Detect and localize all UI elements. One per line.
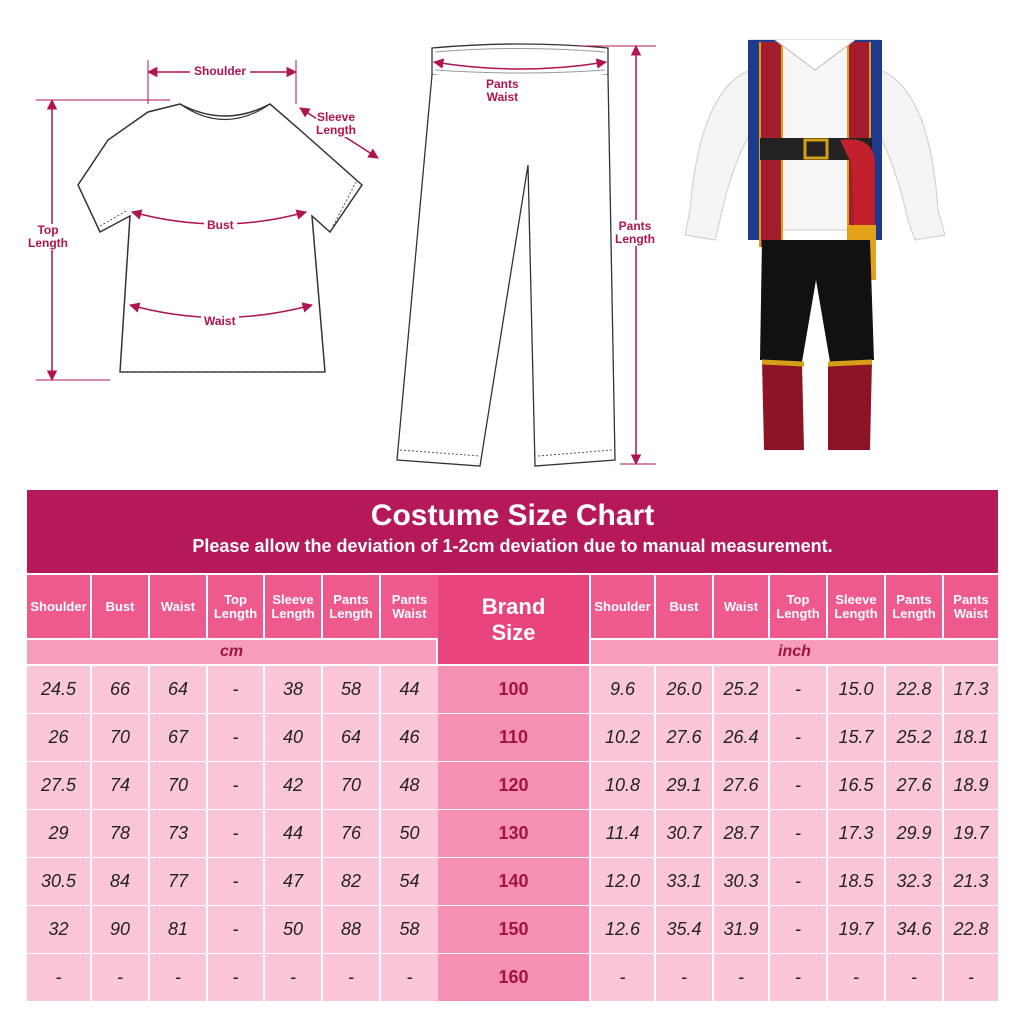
brand-size-cell: 150 (438, 906, 589, 953)
sleeve-length-label: Sleeve Length (316, 110, 356, 137)
inch-value-cell: 27.6 (714, 762, 768, 809)
cm-value-cell: 47 (265, 858, 321, 905)
cm-value-cell: - (208, 954, 263, 1001)
inch-value-cell: 16.5 (828, 762, 884, 809)
cm-value-cell: 81 (150, 906, 206, 953)
cm-value-cell: - (265, 954, 321, 1001)
inch-value-cell: - (770, 666, 826, 713)
cm-value-cell: - (92, 954, 148, 1001)
inch-value-cell: 29.9 (886, 810, 942, 857)
chart-subtitle: Please allow the deviation of 1-2cm deviation due to manual measurement. (192, 536, 833, 556)
cm-value-cell: 78 (92, 810, 148, 857)
inch-value-cell: 27.6 (886, 762, 942, 809)
cm-value-cell: - (208, 714, 263, 761)
inch-value-cell: - (770, 954, 826, 1001)
cm-value-cell: 74 (92, 762, 148, 809)
inch-value-cell: - (591, 954, 654, 1001)
cm-value-cell: - (208, 906, 263, 953)
cm-header-cell: Pants Length (323, 575, 379, 638)
top-length-label: Top Length (28, 223, 68, 250)
costume-photo (680, 30, 950, 480)
inch-value-cell: 27.6 (656, 714, 712, 761)
bust-label: Bust (204, 219, 237, 232)
cm-value-cell: - (381, 954, 438, 1001)
measurement-diagrams (0, 0, 1024, 488)
inch-value-cell: 34.6 (886, 906, 942, 953)
cm-value-cell: 44 (265, 810, 321, 857)
cm-header-cell: Sleeve Length (265, 575, 321, 638)
brand-size-header: Brand Size (438, 575, 589, 664)
inch-value-cell: - (944, 954, 998, 1001)
cm-value-cell: - (150, 954, 206, 1001)
inch-value-cell: 17.3 (944, 666, 998, 713)
chart-banner (27, 490, 998, 573)
inch-header-cell: Pants Length (886, 575, 942, 638)
brand-size-cell: 110 (438, 714, 589, 761)
cm-value-cell: 24.5 (27, 666, 90, 713)
inch-value-cell: - (770, 714, 826, 761)
inch-value-cell: 19.7 (828, 906, 884, 953)
inch-value-cell: - (714, 954, 768, 1001)
cm-value-cell: 77 (150, 858, 206, 905)
pants-length-label: Pants Length (615, 219, 655, 246)
cm-value-cell: 40 (265, 714, 321, 761)
cm-value-cell: 30.5 (27, 858, 90, 905)
inch-value-cell: 19.7 (944, 810, 998, 857)
waist-label: Waist (201, 315, 239, 328)
cm-value-cell: 32 (27, 906, 90, 953)
inch-header-cell: Shoulder (591, 575, 654, 638)
inch-header-cell: Bust (656, 575, 712, 638)
cm-value-cell: 84 (92, 858, 148, 905)
inch-value-cell: 35.4 (656, 906, 712, 953)
cm-header-cell: Shoulder (27, 575, 90, 638)
inch-value-cell: 30.7 (656, 810, 712, 857)
inch-value-cell: 17.3 (828, 810, 884, 857)
inch-value-cell: 25.2 (886, 714, 942, 761)
inch-value-cell: 21.3 (944, 858, 998, 905)
cm-value-cell: 90 (92, 906, 148, 953)
inch-value-cell: 18.9 (944, 762, 998, 809)
cm-value-cell: - (208, 810, 263, 857)
inch-value-cell: 28.7 (714, 810, 768, 857)
cm-value-cell: 88 (323, 906, 379, 953)
cm-header-cell: Waist (150, 575, 206, 638)
inch-header-cell: Pants Waist (944, 575, 998, 638)
inch-value-cell: 31.9 (714, 906, 768, 953)
inch-value-cell: 9.6 (591, 666, 654, 713)
inch-value-cell: 26.4 (714, 714, 768, 761)
inch-value-cell: 22.8 (944, 906, 998, 953)
inch-value-cell: 11.4 (591, 810, 654, 857)
cm-value-cell: 82 (323, 858, 379, 905)
inch-value-cell: 12.0 (591, 858, 654, 905)
inch-value-cell: 25.2 (714, 666, 768, 713)
inch-value-cell: 12.6 (591, 906, 654, 953)
inch-value-cell: - (656, 954, 712, 1001)
brand-size-cell: 100 (438, 666, 589, 713)
inch-value-cell: - (770, 762, 826, 809)
inch-value-cell: - (770, 906, 826, 953)
cm-value-cell: 42 (265, 762, 321, 809)
cm-value-cell: 50 (381, 810, 438, 857)
cm-value-cell: 70 (323, 762, 379, 809)
inch-header-cell: Waist (714, 575, 768, 638)
cm-value-cell: 70 (150, 762, 206, 809)
cm-value-cell: 38 (265, 666, 321, 713)
pants-diagram (380, 30, 670, 480)
cm-header-cell: Top Length (208, 575, 263, 638)
cm-value-cell: 67 (150, 714, 206, 761)
cm-value-cell: 48 (381, 762, 438, 809)
inch-value-cell: 15.0 (828, 666, 884, 713)
cm-value-cell: 54 (381, 858, 438, 905)
inch-value-cell: 18.5 (828, 858, 884, 905)
cm-value-cell: 58 (381, 906, 438, 953)
inch-value-cell: - (886, 954, 942, 1001)
cm-header-cell: Pants Waist (381, 575, 438, 638)
brand-size-cell: 130 (438, 810, 589, 857)
cm-value-cell: 58 (323, 666, 379, 713)
brand-size-cell: 120 (438, 762, 589, 809)
cm-value-cell: 64 (323, 714, 379, 761)
cm-value-cell: 66 (92, 666, 148, 713)
inch-value-cell: 10.2 (591, 714, 654, 761)
cm-value-cell: 70 (92, 714, 148, 761)
inch-value-cell: - (828, 954, 884, 1001)
brand-size-cell: 140 (438, 858, 589, 905)
cm-value-cell: 29 (27, 810, 90, 857)
shoulder-label: Shoulder (190, 65, 250, 78)
cm-value-cell: 64 (150, 666, 206, 713)
cm-unit-label: cm (27, 640, 436, 664)
inch-value-cell: 32.3 (886, 858, 942, 905)
pants-waist-label: Pants Waist (486, 77, 519, 104)
size-chart (27, 490, 998, 1000)
cm-value-cell: 46 (381, 714, 438, 761)
cm-header-cell: Bust (92, 575, 148, 638)
cm-value-cell: 50 (265, 906, 321, 953)
cm-value-cell: - (208, 858, 263, 905)
inch-header-cell: Top Length (770, 575, 826, 638)
tshirt-diagram (0, 0, 380, 400)
inch-value-cell: 22.8 (886, 666, 942, 713)
inch-value-cell: 18.1 (944, 714, 998, 761)
cm-value-cell: - (27, 954, 90, 1001)
inch-value-cell: - (770, 810, 826, 857)
cm-value-cell: - (208, 666, 263, 713)
brand-size-cell: 160 (438, 954, 589, 1001)
inch-value-cell: 29.1 (656, 762, 712, 809)
chart-title: Costume Size Chart (370, 499, 655, 532)
inch-value-cell: - (770, 858, 826, 905)
inch-value-cell: 30.3 (714, 858, 768, 905)
cm-value-cell: 44 (381, 666, 438, 713)
cm-value-cell: - (208, 762, 263, 809)
cm-value-cell: 27.5 (27, 762, 90, 809)
inch-value-cell: 15.7 (828, 714, 884, 761)
inch-unit-label: inch (591, 640, 998, 664)
cm-value-cell: 76 (323, 810, 379, 857)
inch-header-cell: Sleeve Length (828, 575, 884, 638)
cm-value-cell: 73 (150, 810, 206, 857)
cm-value-cell: 26 (27, 714, 90, 761)
inch-value-cell: 10.8 (591, 762, 654, 809)
cm-value-cell: - (323, 954, 379, 1001)
inch-value-cell: 33.1 (656, 858, 712, 905)
inch-value-cell: 26.0 (656, 666, 712, 713)
